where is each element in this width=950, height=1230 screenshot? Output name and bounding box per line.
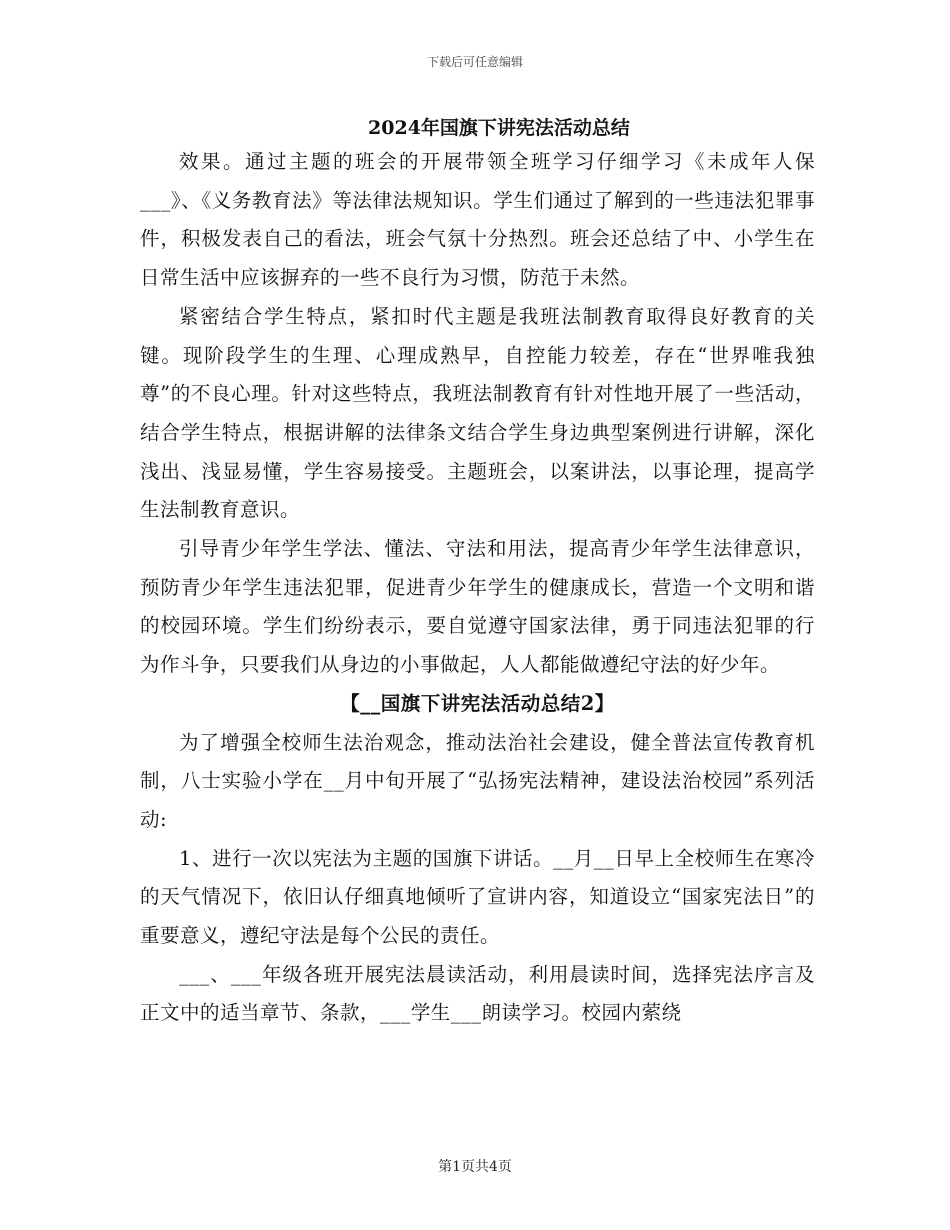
paragraph: 为了增强全校师生法治观念，推动法治社会建设，健全普法宣传教育机制，八士实验小学在__月中旬开展了“弘扬宪法精神，建设法治校园”系列活动: (140, 730, 815, 831)
section-heading: 【__国旗下讲宪法活动总结2】 (340, 691, 615, 715)
page-number: 第1页共4页 (438, 1159, 512, 1175)
paragraph: 紧密结合学生特点，紧扣时代主题是我班法制教育取得良好教育的关键。现阶段学生的生理、心理成熟早，自控能力较差，存在“世界唯我独尊”的不良心理。针对这些特点，我班法制教育有针对性地开展了一些活动，结合学生特点，根据讲解的法律条文结合学生身边典型案例进行讲解，深化浅出、浅显易懂，学生容易接受。主题班会，以案讲法，以事论理，提高学生法制教育意识。 (140, 304, 815, 522)
paragraph: 效果。通过主题的班会的开展带领全班学习仔细学习《未成年人保___》、《义务教育法》等法律法规知识。学生们通过了解到的一些违法犯罪事件，积极发表自己的看法，班会气氛十分热烈。班会还总结了中、小学生在日常生活中应该摒弃的一些不良行为习惯，防范于未然。 (140, 150, 815, 290)
paragraph: 1、进行一次以宪法为主题的国旗下讲话。__月__日早上全校师生在寒冷的天气情况下，依旧认仔细真地倾听了宣讲内容，知道设立“国家宪法日”的重要意义，遵纪守法是每个公民的责任。 (140, 846, 815, 948)
document-title: 2024年国旗下讲宪法活动总结 (368, 117, 630, 139)
paragraph: 引导青少年学生学法、懂法、守法和用法，提高青少年学生法律意识，预防青少年学生违法犯罪，促进青少年学生的健康成长，营造一个文明和谐的校园环境。学生们纷纷表示，要自觉遵守国家法律，勇于同违法犯罪的行为作斗争，只要我们从身边的小事做起，人人都能做遵纪守法的好少年。 (140, 537, 815, 677)
paragraph: ___、___年级各班开展宪法晨读活动，利用晨读时间，选择宪法序言及正文中的适当章节、条款，___学生___朗读学习。校园内萦绕 (140, 962, 815, 1025)
header-note: 下载后可任意编辑 (426, 55, 523, 69)
document-body (140, 143, 815, 1033)
